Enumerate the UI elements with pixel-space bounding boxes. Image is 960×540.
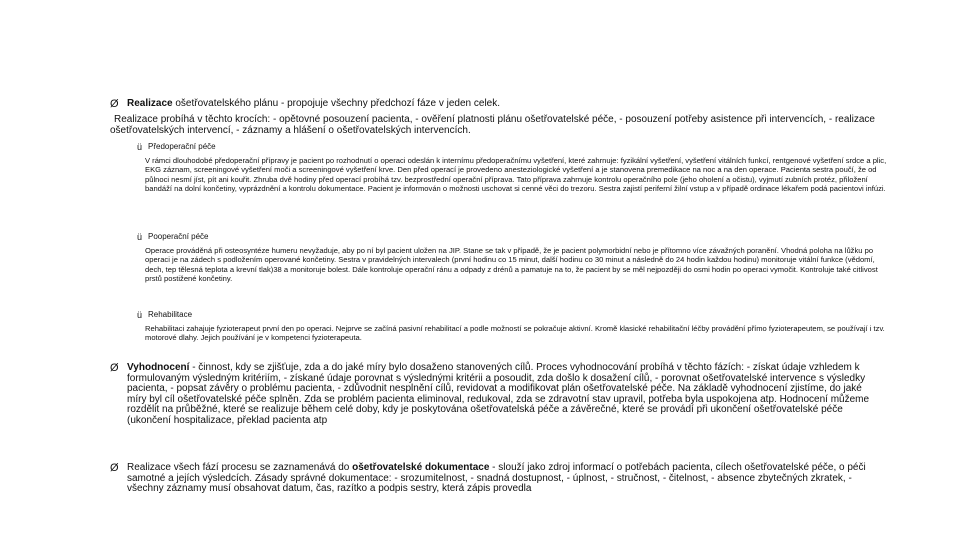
- postop-heading: Pooperační péče: [148, 232, 209, 241]
- realizace-heading: [127, 99, 887, 110]
- realizace-text: ošetřovatelského plánu - propojuje všechny předchozí fáze v jeden celek.: [172, 98, 501, 109]
- vyhodnoceni-block: [127, 363, 883, 427]
- rehab-heading: Rehabilitace: [148, 310, 193, 319]
- postop-text: Operace prováděná při osteosyntéze humeru nevyžaduje, aby po ní byl pacient uložen na JIP. Stane se tak v případě, že je pacient polymorbidní nebo je přítomno více závažných poranění. Vhodná poloha na lůžku po operaci je na zádech s podložením operované končetiny. Sestra v pravidelných intervalech (první hodinu co 15 minut, další hodinu co 30 minut a následně do 24 hodin každou hodinu) monitoruje vitální funkce (vědomí, dech, tep tělesná teplota a krevní tlak)38 a monitoruje bolest. Dále kontroluje operační ránu a odpady z drénů a pamatuje na to, že pacient by se měl nejpozději do osmi hodin po operaci vymočit. Kontroluje také citlivost prstů postižené končetiny.: [145, 246, 878, 284]
- vyhodnoceni-lead: Vyhodnocení: [127, 362, 190, 373]
- realizace-lead: Realizace: [127, 98, 173, 109]
- dokumentace-block: [127, 463, 885, 495]
- dokumentace-pre: Realizace všech fází procesu se zaznamenává do: [127, 462, 353, 473]
- dokumentace-lead: ošetřovatelské dokumentace: [352, 462, 490, 473]
- realizace-steps-text: Realizace probíhá v těchto krocích: - opětovné posouzení pacienta, - ověření platnosti plánu ošetřovatelské péče, - posouzení potřeby asistence při intervencích, - realizace ošetřovatelských intervencí, - záznamy a hlášení o ošetřovatelských intervencích.: [110, 114, 875, 136]
- vyhodnoceni-text: - činnost, kdy se zjišťuje, zda a do jaké míry bylo dosaženo stanovených cílů. Proces vyhodnocování probíhá v těchto fázích: - získat údaje vzhledem k formulovaným výsledným kritériím, - získané údaje porovnat s výslednými kritérii a posoudit, zda došlo k dosažení cílů, - porovnat ošetřovatelské intervence s výsledky pacienta, - popsat závěry o problému pacienta, - zdůvodnit nesplnění cílů, revidovat a modifikovat plán ošetřovatelské péče. Na základě vyhodnocení zjistíme, do jaké míry byl cíl ošetřovatelské péče splněn. Zda se problém pacienta eliminoval, redukoval, zda se zdravotní stav upravil, potřeba byla uspokojena atp. Hodnocení můžeme rozdělit na průběžné, které se realizuje během celé doby, kdy je poskytována ošetřovatelská péče a závěrečné, které se provádí při ukončení ošetřovatelské péče (ukončení hospitalizace, překlad pacienta atp: [127, 362, 870, 426]
- arrow-bullet-icon: Ø: [110, 462, 119, 474]
- checkmark-icon: ü: [137, 310, 143, 320]
- arrow-bullet-icon: Ø: [110, 98, 119, 110]
- checkmark-icon: ü: [137, 232, 143, 242]
- arrow-bullet-icon: Ø: [110, 362, 119, 374]
- preop-heading: Předoperační péče: [148, 142, 216, 151]
- rehab-text: Rehabilitaci zahajuje fyzioterapeut první den po operaci. Nejprve se začíná pasivní rehabilitací a podle možností se pokračuje aktivní. Kromě klasické rehabilitační léčby provádění přímo fyzioterapeutem, se používají i tzv. motorové dlahy. Jejich používání je v kompetenci fyzioterapeuta.: [145, 324, 885, 343]
- preop-text: V rámci dlouhodobé předoperační přípravy je pacient po rozhodnutí o operaci odeslán k internímu předoperačnímu vyšetření, které zahrnuje: fyzikální vyšetření, vyšetření vitálních funkcí, rentgenové vyšetření srdce a plic, EKG záznam, screeningové vyšetření moči a screeningové vyšetření krve. Den před operací je provedeno anesteziologické vyšetření a je stanovena premedikace na noc a na den operace. Pacienta sestra poučí, že od půlnoci nesmí jíst, pít ani kouřit. Zhruba dvě hodiny před operací probíhá tzv. bezprostřední operační příprava. Tato příprava zahrnuje kontrolu operačního pole (jeho oholení a očistu), vyjmutí zubních protéz, přiložení bandáží na dolní končetiny, vyprázdnění a kontrolu dokumentace. Pacient je informován o možnosti uschovat si cenné věci do trezoru. Sestra zajistí periferní žilní vstup a v případě ordinace lékařem podá pacientovi infúzi.: [145, 156, 887, 194]
- checkmark-icon: ü: [137, 142, 143, 152]
- dokumentace-text: - slouží jako zdroj informací o potřebách pacienta, cílech ošetřovatelské péče, o péči samotné a jejích výsledcích. Zásady správné dokumentace: - srozumitelnost, - snadná dostupnost, - úplnost, - stručnost, - čitelnost, - absence zbytečných zkratek, - všechny záznamy musí obsahovat datum, čas, razítko a podpis sestry, která zápis provedla: [127, 462, 866, 495]
- realizace-steps: [110, 115, 880, 136]
